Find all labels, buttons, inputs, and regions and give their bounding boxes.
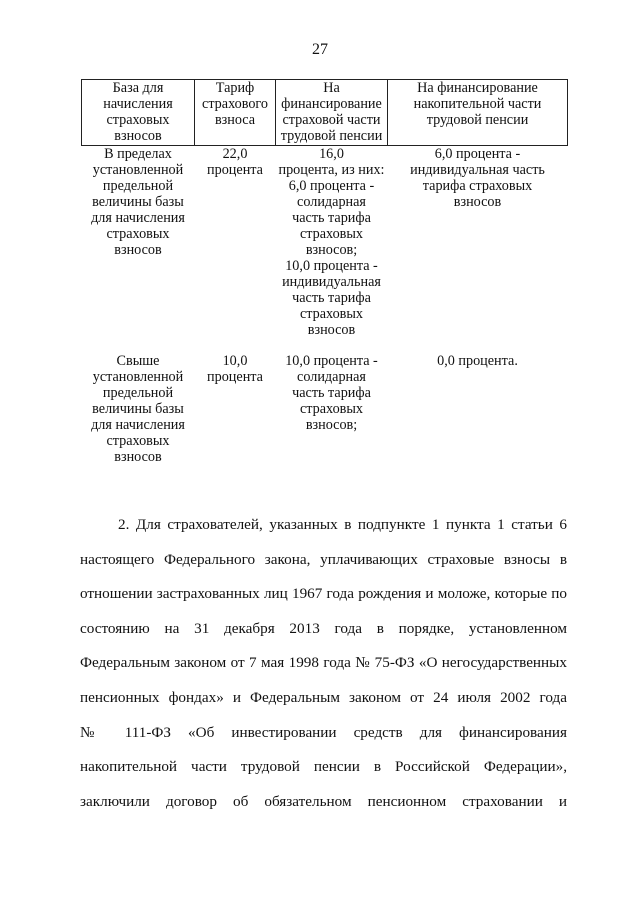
paragraph-line: состоянию на 31 декабря 2013 года в порядке, установленном	[80, 619, 567, 637]
table-row	[82, 146, 568, 354]
header-insurance-part: На финансирование страховой части трудовой пенсии	[276, 80, 388, 146]
paragraph-line: № 111-ФЗ «Об инвестировании средств для финансирования	[80, 723, 567, 741]
cell-insurance-part: 10,0 процента - солидарная часть тарифа страховых взносов;	[285, 353, 378, 433]
cell-funded-part: 0,0 процента.	[437, 353, 518, 369]
paragraph-line: Федеральным законом от 7 мая 1998 года № 75-ФЗ «О негосударственных	[80, 654, 567, 672]
paragraph-line: отношении застрахованных лиц 1967 года рождения и моложе, которые по	[80, 585, 567, 603]
header-tariff: Тариф страхового взноса	[195, 80, 276, 146]
paragraph-2	[80, 508, 567, 819]
paragraph-line: настоящего Федерального закона, уплачивающих страховые взносы в	[80, 550, 567, 568]
cell-insurance-part: 16,0 процента, из них: 6,0 процента - солидарная часть тарифа страховых взносов; 10,0 процента - индивидуальная часть тарифа страховых взносов	[278, 146, 385, 338]
header-funded-part: На финансирование накопительной части трудовой пенсии	[388, 80, 568, 146]
cell-base: Свыше установленной предельной величины базы для начисления страховых взносов	[91, 353, 185, 465]
paragraph-line: заключили договор об обязательном пенсионном страховании и	[80, 792, 567, 810]
paragraph-line: накопительной части трудовой пенсии в Российской Федерации»,	[80, 758, 567, 776]
paragraph-line: пенсионных фондах» и Федеральным законом от 24 июля 2002 года	[80, 688, 567, 706]
cell-base: В пределах установленной предельной величины базы для начисления страховых взносов	[91, 146, 185, 258]
table-row	[82, 353, 568, 465]
cell-tariff: 22,0 процента	[207, 146, 263, 178]
header-contribution-base: База для начисления страховых взносов	[82, 80, 195, 146]
table-header-row	[82, 80, 568, 146]
cell-tariff: 10,0 процента	[207, 353, 263, 385]
paragraph-line: 2. Для страхователей, указанных в подпункте 1 пункта 1 статьи 6	[118, 516, 567, 533]
insurance-rate-table	[81, 79, 568, 465]
page-number: 27	[312, 41, 328, 58]
cell-funded-part: 6,0 процента - индивидуальная часть тарифа страховых взносов	[410, 146, 545, 210]
